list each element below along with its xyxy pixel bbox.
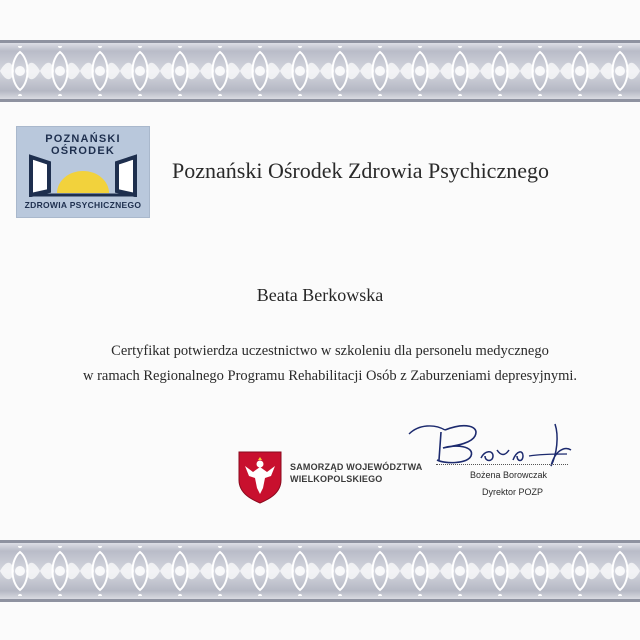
partner-name	[290, 461, 423, 485]
bottom-ornamental-border	[0, 540, 640, 602]
partner-line-1: SAMORZĄD WOJEWÓDZTWA	[290, 462, 423, 472]
window-sunrise-icon	[25, 149, 141, 197]
certificate-text-line-1: Certyfikat potwierdza uczestnictwo w szkoleniu dla personelu medycznego	[111, 343, 549, 359]
wielkopolska-crest-icon	[237, 450, 283, 504]
organization-title: Poznański Ośrodek Zdrowia Psychicznego	[172, 158, 549, 183]
handwritten-signature	[405, 420, 575, 470]
organization-logo	[16, 126, 150, 218]
top-ornamental-border	[0, 40, 640, 102]
signature-line	[436, 464, 568, 466]
signatory-name: Bożena Borowczak	[470, 470, 548, 480]
recipient-name: Beata Berkowska	[256, 285, 384, 305]
certificate-text-line-2: w ramach Regionalnego Programu Rehabilitacji Osób z Zaburzeniami depresyjnymi.	[82, 368, 578, 384]
logo-bottom-text: ZDROWIA PSYCHICZNEGO	[24, 200, 142, 210]
ornament-pattern-top	[0, 40, 640, 102]
signatory-title: Dyrektor POZP	[482, 487, 544, 497]
partner-line-2: WIELKOPOLSKIEGO	[290, 474, 383, 484]
logo-top-text: POZNAŃSKI OŚRODEK	[45, 133, 121, 157]
ornament-pattern-bottom	[0, 540, 640, 602]
